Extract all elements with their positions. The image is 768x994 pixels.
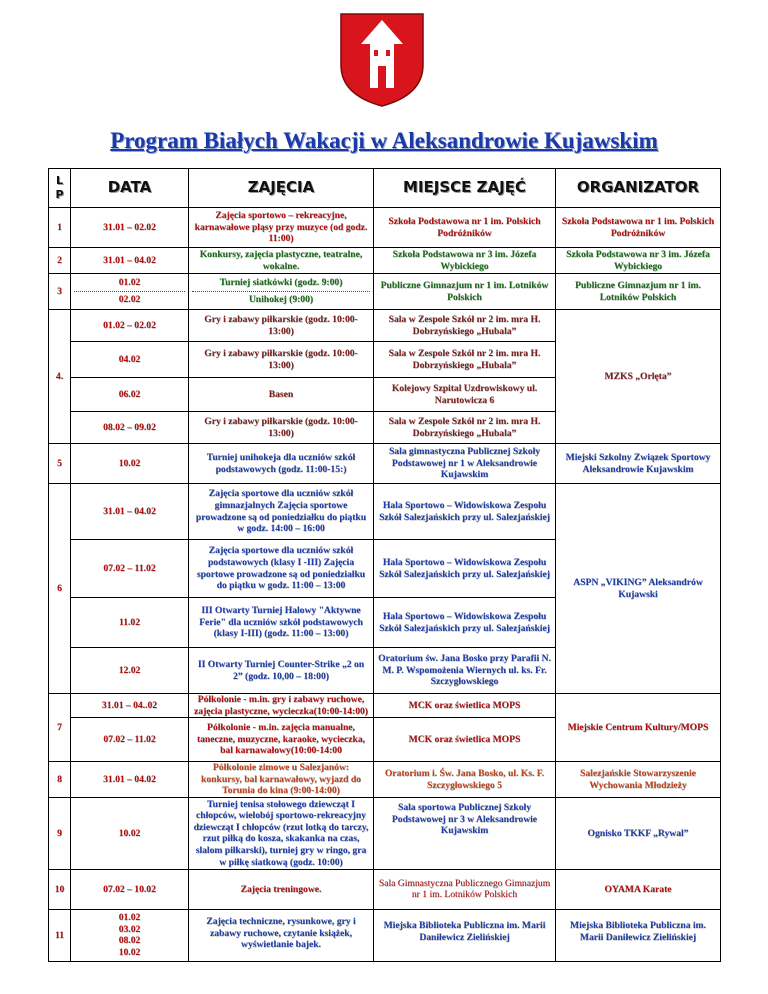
table-cell: Turniej tenisa stołowego dziewcząt I chłopców, wielobój sportowo-rekreacyjny dziewcząt I chłopców (rzut lotką do tarczy, rzut piłką do kosza, skakanka na czas, slalom piłkarski), turniej gry w ringo, gra w piłkę siatkową (godz. 10:00) — [189, 797, 374, 869]
table-cell: Sala gimnastyczna Publicznej Szkoły Podstawowej nr 1 w Aleksandrowie Kujawskim — [374, 444, 556, 484]
header-organizer: ORGANIZATOR — [556, 169, 721, 208]
table-cell: 11.02 — [71, 598, 189, 648]
table-cell: 12.02 — [71, 648, 189, 694]
table-cell: 08.02 – 09.02 — [71, 412, 189, 444]
table-cell: Hala Sportowo – Widowiskowa Zespołu Szkół Salezjańskich przy ul. Salezjańskiej — [374, 598, 556, 648]
table-row — [49, 444, 721, 484]
table-cell: 3 — [49, 274, 71, 310]
table-cell: Gry i zabawy piłkarskie (godz. 10:00-13:00) — [189, 310, 374, 342]
table-cell: Zajęcia sportowe dla uczniów szkół gimnazjalnych Zajęcia sportowe prowadzone są od poniedziałku do piątku w godz. 14:00 – 16:00 — [189, 484, 374, 540]
table-cell: Oratorium i. Św. Jana Bosko, ul. Ks. F. Szczygłowskiego 5 — [374, 762, 556, 798]
table-row — [49, 208, 721, 248]
table-cell: 4. — [49, 310, 71, 444]
table-cell: Turniej unihokeja dla uczniów szkół podstawowych (godz. 11:00-15:) — [189, 444, 374, 484]
table-cell: ASPN „VIKING” Aleksandrów Kujawski — [556, 484, 721, 694]
table-cell: 31.01 – 02.02 — [71, 208, 189, 248]
table-cell: III Otwarty Turniej Halowy "Aktywne Ferie" dla uczniów szkół podstawowych (klasy I-III) (godz. 11:00 – 13:00) — [189, 598, 374, 648]
table-cell: Zajęcia sportowe dla uczniów szkół podstawowych (klasy I -III) Zajęcia sportowe prowadzone są od poniedziałku do piątku w godz. 11:00 – 13:00 — [189, 540, 374, 598]
header-place: MIEJSCE ZAJĘĆ — [374, 169, 556, 208]
table-row — [49, 762, 721, 798]
table-row — [49, 484, 721, 540]
table-cell: Półkolonie zimowe u Salezjanów: konkursy, bal karnawałowy, wyjazd do Torunia do kina (9:00-14:00) — [189, 762, 374, 798]
table-cell: Sala w Zespole Szkół nr 2 im. mra H. Dobrzyńskiego „Hubala” — [374, 412, 556, 444]
table-cell: Publiczne Gimnazjum nr 1 im. Lotników Polskich — [556, 274, 721, 310]
table-cell: Miejska Biblioteka Publiczna im. Marii Daniłewicz Zielińskiej — [374, 909, 556, 961]
table-cell: Hala Sportowo – Widowiskowa Zespołu Szkół Salezjańskich przy ul. Salezjańskiej — [374, 540, 556, 598]
table-cell: 1 — [49, 208, 71, 248]
table-cell: Półkolonie - m.in. gry i zabawy ruchowe, zajęcia plastyczne, wycieczka(10:00-14:00) — [189, 694, 374, 718]
table-cell: 01.02 – 02.02 — [71, 310, 189, 342]
table-cell: 11 — [49, 909, 71, 961]
table-cell: Oratorium św. Jana Bosko przy Parafii N. M. P. Wspomożenia Wiernych ul. ks. Fr. Szczygłowskiego — [374, 648, 556, 694]
table-cell: Miejski Szkolny Związek Sportowy Aleksandrowie Kujawskim — [556, 444, 721, 484]
table-cell: 10.02 — [71, 797, 189, 869]
table-cell: II Otwarty Turniej Counter-Strike „2 on 2” (godz. 10,00 – 18:00) — [189, 648, 374, 694]
header-activity: ZAJĘCIA — [189, 169, 374, 208]
table-cell: Miejska Biblioteka Publiczna im. Marii Daniłewicz Zielińskiej — [556, 909, 721, 961]
table-cell: OYAMA Karate — [556, 869, 721, 909]
table-cell: Szkoła Podstawowa nr 1 im. Polskich Podróżników — [374, 208, 556, 248]
header-lp: L P — [49, 169, 71, 208]
table-cell: MZKS „Orlęta” — [556, 310, 721, 444]
table-cell: 6 — [49, 484, 71, 694]
table-cell: Sala Gimnastyczna Publicznego Gimnazjum nr 1 im. Lotników Polskich — [374, 869, 556, 909]
table-cell: 9 — [49, 797, 71, 869]
table-cell: 31.01 – 04.02 — [71, 484, 189, 540]
table-cell: MCK oraz świetlica MOPS — [374, 694, 556, 718]
table-cell: Gry i zabawy piłkarskie (godz. 10:00-13:00) — [189, 342, 374, 378]
table-cell: Szkoła Podstawowa nr 3 im. Józefa Wybickiego — [556, 248, 721, 274]
table-cell: 10.02 — [71, 444, 189, 484]
table-cell: Sala w Zespole Szkół nr 2 im. mra H. Dobrzyńskiego „Hubala” — [374, 342, 556, 378]
table-cell: 2 — [49, 248, 71, 274]
header-date: DATA — [71, 169, 189, 208]
table-cell: 07.02 – 11.02 — [71, 718, 189, 762]
table-cell: 7 — [49, 694, 71, 762]
table-cell: Szkoła Podstawowa nr 1 im. Polskich Podróżników — [556, 208, 721, 248]
table-cell: 10 — [49, 869, 71, 909]
table-row — [49, 274, 721, 310]
table-cell: 07.02 – 10.02 — [71, 869, 189, 909]
table-cell: Ognisko TKKF „Rywal” — [556, 797, 721, 869]
table-cell: 01.02 02.02 — [71, 274, 189, 310]
table-row — [49, 310, 721, 342]
table-row — [49, 869, 721, 909]
town-crest-logo — [337, 10, 427, 108]
table-cell: Zajęcia techniczne, rysunkowe, gry i zabawy ruchowe, czytanie książek, wyświetlanie bajek. — [189, 909, 374, 961]
table-cell: 07.02 – 11.02 — [71, 540, 189, 598]
table-cell: Publiczne Gimnazjum nr 1 im. Lotników Polskich — [374, 274, 556, 310]
table-cell: 5 — [49, 444, 71, 484]
table-cell: Kolejowy Szpital Uzdrowiskowy ul. Narutowicza 6 — [374, 378, 556, 412]
table-cell: 8 — [49, 762, 71, 798]
table-cell: Salezjańskie Stowarzyszenie Wychowania Młodzieży — [556, 762, 721, 798]
table-cell: Basen — [189, 378, 374, 412]
table-cell: 31.01 – 04..02 — [71, 694, 189, 718]
table-cell: 04.02 — [71, 342, 189, 378]
table-cell: Półkolonie - m.in. zajęcia manualne, taneczne, muzyczne, karaoke, wycieczka, bal karnawałowy(10:00-14:00 — [189, 718, 374, 762]
table-cell: Konkursy, zajęcia plastyczne, teatralne, wokalne. — [189, 248, 374, 274]
table-cell: Miejskie Centrum Kultury/MOPS — [556, 694, 721, 762]
table-cell: 31.01 – 04.02 — [71, 762, 189, 798]
table-cell: 01.02 03.02 08.02 10.02 — [71, 909, 189, 961]
table-cell: 31.01 – 04.02 — [71, 248, 189, 274]
table-cell: Szkoła Podstawowa nr 3 im. Józefa Wybickiego — [374, 248, 556, 274]
table-cell: Zajęcia sportowo – rekreacyjne, karnawałowe pląsy przy muzyce (od godz. 11:00) — [189, 208, 374, 248]
schedule-table — [48, 168, 721, 962]
table-row — [49, 797, 721, 869]
table-row — [49, 909, 721, 961]
table-row — [49, 248, 721, 274]
table-cell: Zajęcia treningowe. — [189, 869, 374, 909]
table-cell: Hala Sportowo – Widowiskowa Zespołu Szkół Salezjańskich przy ul. Salezjańskiej — [374, 484, 556, 540]
page-title: Program Białych Wakacji w Aleksandrowie Kujawskim — [110, 128, 658, 153]
table-cell: Turniej siatkówki (godz. 9:00) Unihokej (9:00) — [189, 274, 374, 310]
table-cell: Sala sportowa Publicznej Szkoły Podstawowej nr 3 w Aleksandrowie Kujawskim — [374, 797, 556, 869]
table-cell: 06.02 — [71, 378, 189, 412]
table-row — [49, 694, 721, 718]
table-header-row — [49, 169, 721, 208]
table-cell: MCK oraz świetlica MOPS — [374, 718, 556, 762]
table-cell: Gry i zabawy piłkarskie (godz. 10:00-13:00) — [189, 412, 374, 444]
table-cell: Sala w Zespole Szkół nr 2 im. mra H. Dobrzyńskiego „Hubala” — [374, 310, 556, 342]
